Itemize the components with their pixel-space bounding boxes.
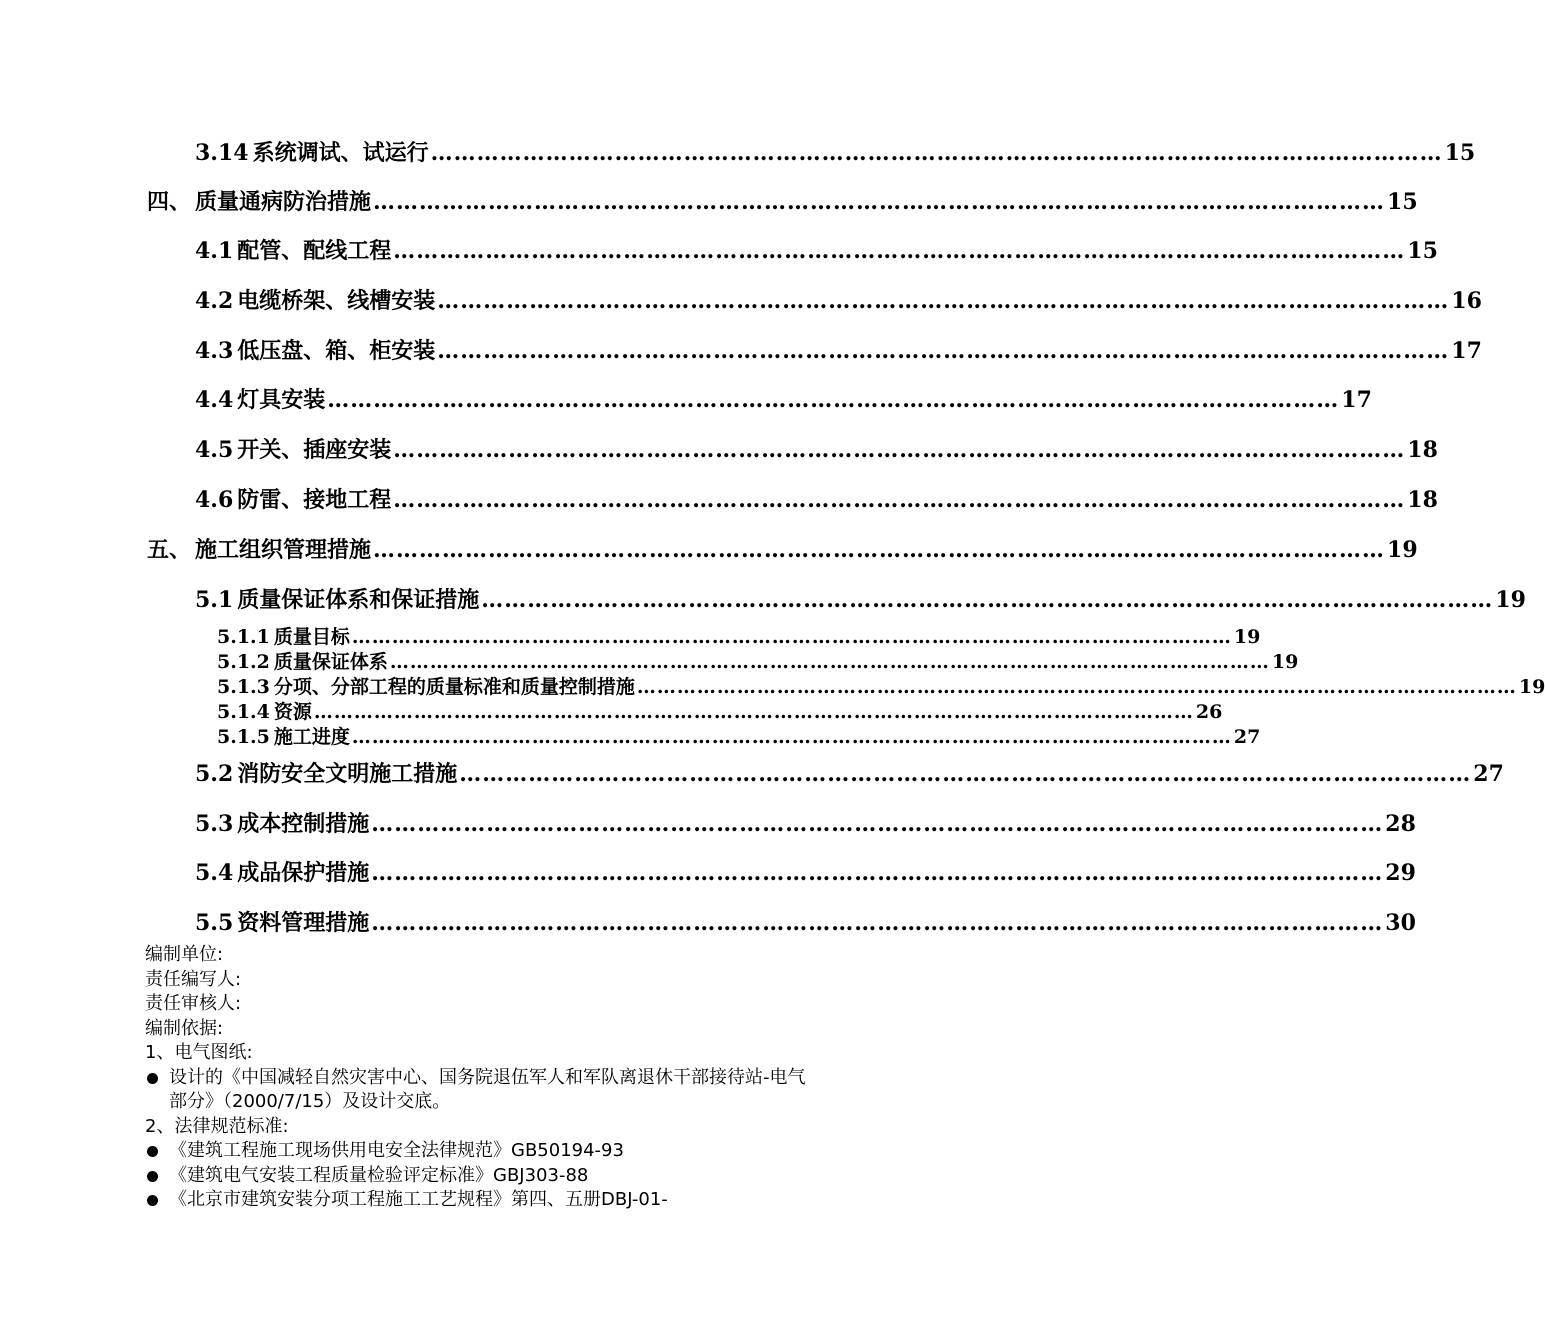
toc-entry[interactable]	[147, 185, 1418, 216]
toc-leader-dots: ……………………………………………………………………………………………………………………	[371, 910, 1384, 936]
toc-entry[interactable]	[195, 383, 1372, 414]
toc-entry-number: 5.1.2	[217, 651, 270, 673]
toc-entry-number: 4.6	[195, 487, 234, 513]
list-item	[145, 1066, 815, 1115]
toc-leader-dots: ……………………………………………………………………………………………………………………	[430, 140, 1443, 166]
toc-entry[interactable]	[217, 647, 1299, 674]
toc-entry[interactable]	[195, 234, 1438, 265]
toc-entry[interactable]	[195, 284, 1482, 315]
toc-entry-number: 5.1	[195, 587, 234, 613]
bullet-icon	[147, 1146, 158, 1157]
writer-label: 责任编写人:	[145, 968, 242, 990]
toc-leader-dots: ……………………………………………………………………………………………………………………	[393, 437, 1406, 463]
toc-leader-dots: ……………………………………………………………………………………………………………………	[437, 338, 1450, 364]
toc-leader-dots: ……………………………………………………………………………………………………………………	[437, 288, 1450, 314]
toc-entry-number: 4.5	[195, 437, 234, 463]
toc-leader-dots: ……………………………………………………………………………………………………………………	[373, 537, 1386, 563]
list-item	[145, 1188, 815, 1213]
toc-entry-title: 低压盘、箱、柜安装	[237, 338, 436, 364]
toc-entry-page: 29	[1385, 860, 1416, 886]
toc-entry-title: 资料管理措施	[237, 910, 370, 936]
toc-entry-page: 19	[1495, 587, 1526, 613]
list-item-text: 《建筑电气安装工程质量检验评定标准》GBJ303-88	[169, 1164, 589, 1186]
toc-entry-page: 30	[1385, 910, 1416, 936]
list-item-text: 《北京市建筑安装分项工程施工工艺规程》第四、五册DBJ-01-	[169, 1189, 668, 1210]
toc-entry-title: 质量目标	[273, 626, 350, 648]
toc-entry[interactable]	[195, 856, 1416, 887]
toc-entry-number: 五、	[147, 537, 192, 563]
toc-entry-title: 消防安全文明施工措施	[237, 761, 458, 787]
toc-entry[interactable]	[217, 622, 1261, 649]
toc-leader-dots: ……………………………………………………………………………………………………………………	[351, 726, 1232, 748]
toc-entry-page: 19	[1271, 651, 1299, 673]
toc-entry-title: 系统调试、试运行	[252, 140, 429, 166]
basis-label: 编制依据:	[145, 1017, 224, 1039]
toc-leader-dots: ……………………………………………………………………………………………………………………	[351, 626, 1232, 648]
bullet-icon	[147, 1073, 158, 1084]
toc-entry-title: 开关、插座安装	[237, 437, 392, 463]
compilation-info	[145, 943, 815, 1213]
toc-entry[interactable]	[195, 136, 1476, 167]
toc-entry-page: 19	[1233, 626, 1261, 648]
toc-entry-page: 18	[1407, 437, 1438, 463]
toc-entry[interactable]	[217, 722, 1261, 749]
toc-entry[interactable]	[195, 807, 1416, 838]
toc-leader-dots: ……………………………………………………………………………………………………………………	[459, 761, 1472, 787]
section-heading-standards: 2、法律规范标准:	[145, 1115, 289, 1137]
toc-entry-title: 分项、分部工程的质量标准和质量控制措施	[273, 676, 635, 698]
toc-entry[interactable]	[217, 672, 1545, 699]
toc-entry-page: 27	[1233, 726, 1261, 748]
toc-entry[interactable]	[147, 533, 1418, 564]
toc-entry-number: 5.2	[195, 761, 234, 787]
toc-entry[interactable]	[195, 483, 1438, 514]
list-item	[145, 1164, 815, 1189]
bullet-icon	[147, 1171, 158, 1182]
toc-leader-dots: ……………………………………………………………………………………………………………………	[481, 587, 1494, 613]
list-item-text: 《建筑工程施工现场供用电安全法律规范》GB50194-93	[169, 1140, 624, 1161]
toc-entry-title: 成品保护措施	[237, 860, 370, 886]
toc-entry-title: 成本控制措施	[237, 811, 370, 837]
toc-entry-number: 5.1.1	[217, 626, 270, 648]
bullet-icon	[147, 1195, 158, 1206]
toc-entry-title: 质量通病防治措施	[195, 189, 372, 215]
section-heading-drawings: 1、电气图纸:	[145, 1042, 253, 1063]
toc-entry-title: 资源	[273, 701, 312, 723]
toc-leader-dots: ……………………………………………………………………………………………………………………	[371, 860, 1384, 886]
toc-entry-page: 16	[1451, 288, 1482, 314]
toc-entry-number: 4.2	[195, 288, 234, 314]
toc-entry-page: 27	[1473, 761, 1504, 787]
toc-entry-number: 3.14	[195, 140, 249, 166]
toc-entry-number: 5.4	[195, 860, 234, 886]
toc-entry-page: 19	[1518, 676, 1545, 698]
toc-leader-dots: ……………………………………………………………………………………………………………………	[636, 676, 1517, 698]
reviewer-label: 责任审核人:	[145, 993, 242, 1014]
toc-entry-number: 4.4	[195, 387, 234, 413]
toc-entry[interactable]	[195, 906, 1416, 937]
toc-entry-page: 26	[1195, 701, 1223, 723]
toc-leader-dots: ……………………………………………………………………………………………………………………	[371, 811, 1384, 837]
toc-entry-page: 28	[1385, 811, 1416, 837]
toc-leader-dots: ……………………………………………………………………………………………………………………	[327, 387, 1340, 413]
toc-leader-dots: ……………………………………………………………………………………………………………………	[393, 487, 1406, 513]
list-item	[145, 1139, 815, 1164]
toc-leader-dots: ……………………………………………………………………………………………………………………	[313, 701, 1194, 723]
toc-entry-title: 质量保证体系和保证措施	[237, 587, 480, 613]
toc-leader-dots: ……………………………………………………………………………………………………………………	[393, 238, 1406, 264]
toc-entry-title: 质量保证体系	[273, 651, 388, 673]
toc-entry-title: 电缆桥架、线槽安装	[237, 288, 436, 314]
toc-entry-number: 5.1.4	[217, 701, 270, 723]
toc-entry[interactable]	[195, 757, 1504, 788]
toc-leader-dots: ……………………………………………………………………………………………………………………	[389, 651, 1270, 673]
list-item-text: 设计的《中国减轻自然灾害中心、国务院退伍军人和军队离退休干部接待站-电气部分》（2000/7/15）及设计交底。	[169, 1066, 806, 1112]
toc-entry-number: 4.3	[195, 338, 234, 364]
toc-entry-page: 17	[1451, 338, 1482, 364]
toc-entry[interactable]	[195, 433, 1438, 464]
toc-entry-title: 施工组织管理措施	[195, 537, 372, 563]
toc-entry-number: 5.1.3	[217, 676, 270, 698]
toc-entry-number: 四、	[147, 189, 192, 215]
toc-entry-title: 灯具安装	[237, 387, 326, 413]
toc-entry-title: 配管、配线工程	[237, 238, 392, 264]
toc-entry-number: 5.3	[195, 811, 234, 837]
compile-unit-label: 编制单位:	[145, 944, 224, 965]
toc-entry-page: 19	[1387, 537, 1418, 563]
toc-entry-number: 5.1.5	[217, 726, 270, 748]
toc-entry-title: 防雷、接地工程	[237, 487, 392, 513]
toc-entry-number: 5.5	[195, 910, 234, 936]
toc-entry-title: 施工进度	[273, 726, 350, 748]
toc-entry-page: 17	[1341, 387, 1372, 413]
toc-entry[interactable]	[217, 697, 1223, 724]
toc-entry-page: 18	[1407, 487, 1438, 513]
toc-entry[interactable]	[195, 583, 1526, 614]
toc-entry-page: 15	[1387, 189, 1418, 215]
toc-leader-dots: ……………………………………………………………………………………………………………………	[373, 189, 1386, 215]
toc-entry[interactable]	[195, 334, 1482, 365]
toc-entry-page: 15	[1407, 238, 1438, 264]
toc-entry-page: 15	[1444, 140, 1476, 166]
toc-entry-number: 4.1	[195, 238, 234, 264]
